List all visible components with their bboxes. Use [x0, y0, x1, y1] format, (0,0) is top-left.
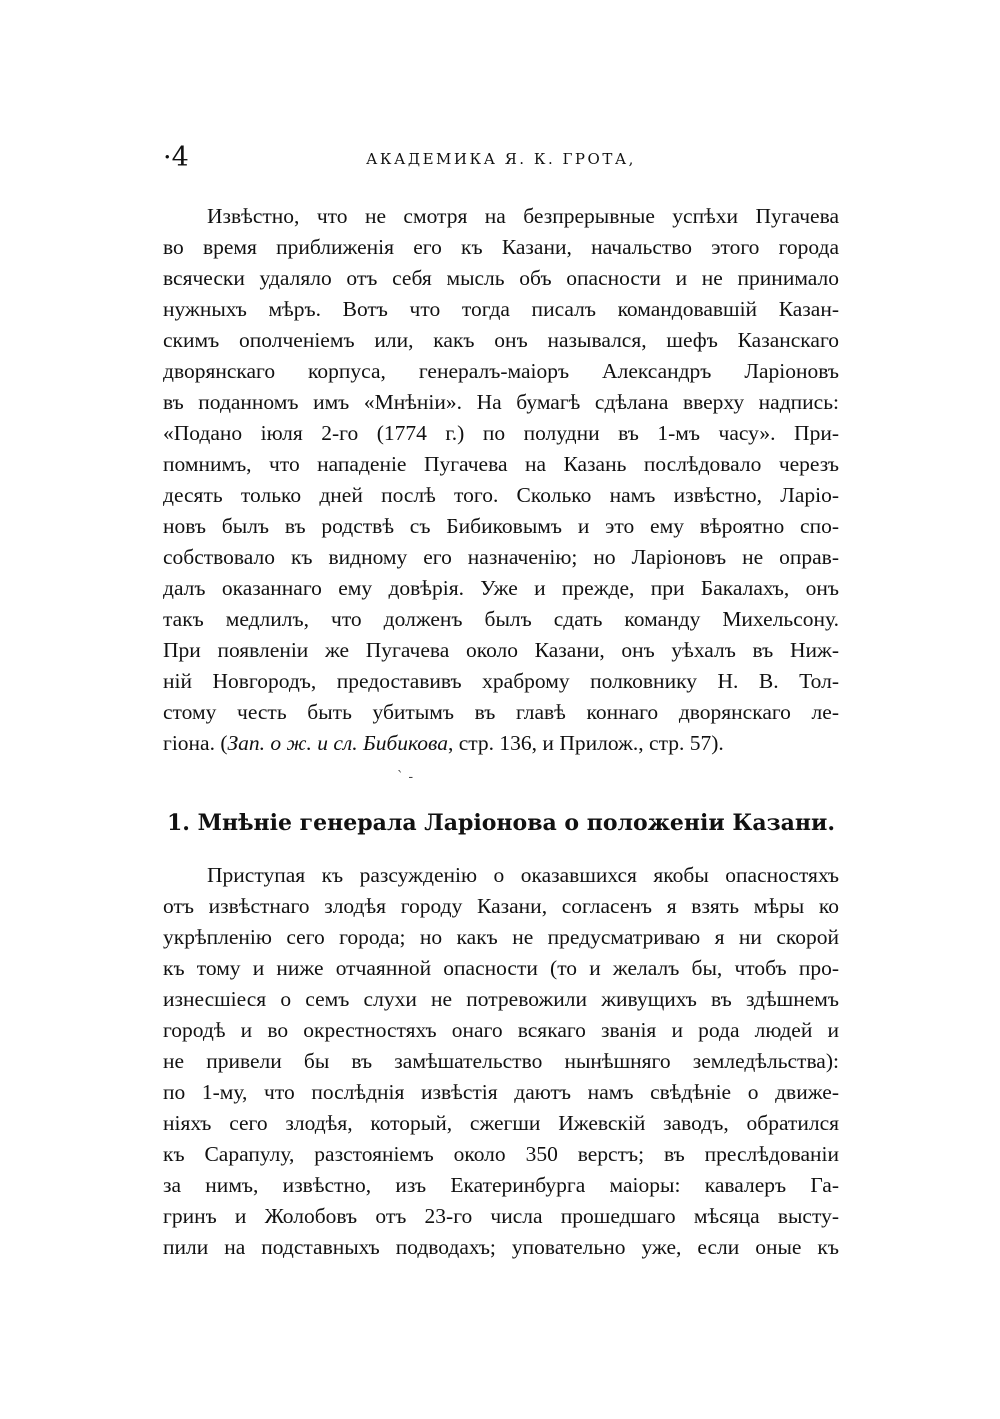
text-line: къ тому и ниже отчаянной опасности (то и желалъ бы, чтобъ про-: [163, 956, 839, 980]
running-header: [163, 143, 839, 173]
text-line: гринъ и Жолобовъ отъ 23-го числа прошедшаго мѣсяца высту-: [163, 1204, 839, 1228]
running-title: АКАДЕМИКА Я. К. ГРОТА,: [366, 150, 636, 168]
text-line: отъ извѣстнаго злодѣя городу Казани, согласенъ я взять мѣры ко: [163, 894, 839, 918]
text-line: Извѣстно, что не смотря на безпрерывные успѣхи Пугачева: [207, 204, 839, 228]
text-line: скимъ ополченіемъ или, какъ онъ назывался, шефъ Казанскаго: [163, 328, 839, 352]
text-line: по 1-му, что послѣднія извѣстія даютъ намъ свѣдѣніе о движе-: [163, 1080, 839, 1104]
section-heading: 1. Мнѣніе генерала Ларіонова о положеніи Казани.: [167, 810, 835, 836]
page-number: ·4: [163, 142, 189, 173]
text-line: въ поданномъ имъ «Мнѣніи». На бумагѣ сдѣлана вверху надпись:: [163, 390, 839, 414]
text-line: нужныхъ мѣръ. Вотъ что тогда писалъ командовавшій Казан-: [163, 297, 839, 321]
section-paragraph: [163, 860, 839, 1263]
text-line: ніяхъ сего злодѣя, который, сжегши Ижевскій заводъ, обратился: [163, 1111, 839, 1135]
citation-suffix: , стр. 136, и Прилож., стр. 57).: [447, 731, 724, 755]
text-line: Приступая къ разсужденію о оказавшихся якобы опасностяхъ: [207, 863, 839, 887]
ornament-mark: ` -: [396, 769, 414, 785]
intro-paragraph: [163, 201, 839, 759]
text-line: ній Новгородъ, предоставивъ храброму полковнику Н. В. Тол-: [163, 669, 839, 693]
text-line-with-citation: [163, 728, 839, 759]
text-line: дворянскаго корпуса, генералъ-маіоръ Александръ Ларіоновъ: [163, 359, 839, 383]
text-line: При появленіи же Пугачева около Казани, онъ уѣхалъ въ Ниж-: [163, 638, 839, 662]
citation-prefix: гіона. (: [163, 731, 228, 755]
text-line: городѣ и во окрестностяхъ онаго всякаго званія и рода людей и: [163, 1018, 839, 1042]
text-line: за нимъ, извѣстно, изъ Екатеринбурга маіоры: кавалеръ Га-: [163, 1173, 839, 1197]
text-line: во время приближенія его къ Казани, начальство этого города: [163, 235, 839, 259]
text-line: десять только дней послѣ того. Сколько намъ извѣстно, Ларіо-: [163, 483, 839, 507]
text-line: укрѣпленію сего города; но какъ не предусматриваю я ни скорой: [163, 925, 839, 949]
text-line: помнимъ, что нападеніе Пугачева на Казань послѣдовало черезъ: [163, 452, 839, 476]
text-line: такъ медлилъ, что долженъ былъ сдать команду Михельсону.: [163, 607, 839, 631]
text-line: изнесшіеся о семъ слухи не потревожили живущихъ въ здѣшнемъ: [163, 987, 839, 1011]
text-line: «Подано іюля 2-го (1774 г.) по полудни въ 1-мъ часу». При-: [163, 421, 839, 445]
text-line: далъ оказаннаго ему довѣрія. Уже и прежде, при Бакалахъ, онъ: [163, 576, 839, 600]
text-line: собствовало къ видному его назначенію; но Ларіоновъ не оправ-: [163, 545, 839, 569]
text-line: не привели бы въ замѣшательство нынѣшняго земледѣльства):: [163, 1049, 839, 1073]
text-line: пили на подставныхъ подводахъ; уповательно уже, если оные къ: [163, 1235, 839, 1259]
text-line: къ Сарапулу, разстояніемъ около 350 верстъ; въ преслѣдованіи: [163, 1142, 839, 1166]
text-line: новъ былъ въ родствѣ съ Бибиковымъ и это ему вѣроятно спо-: [163, 514, 839, 538]
text-line: стому честь быть убитымъ въ главѣ коннаго дворянскаго ле-: [163, 700, 839, 724]
text-line: всячески удаляло отъ себя мысль объ опасности и не принимало: [163, 266, 839, 290]
citation-title: Зап. о ж. и сл. Бибикова: [227, 731, 448, 755]
